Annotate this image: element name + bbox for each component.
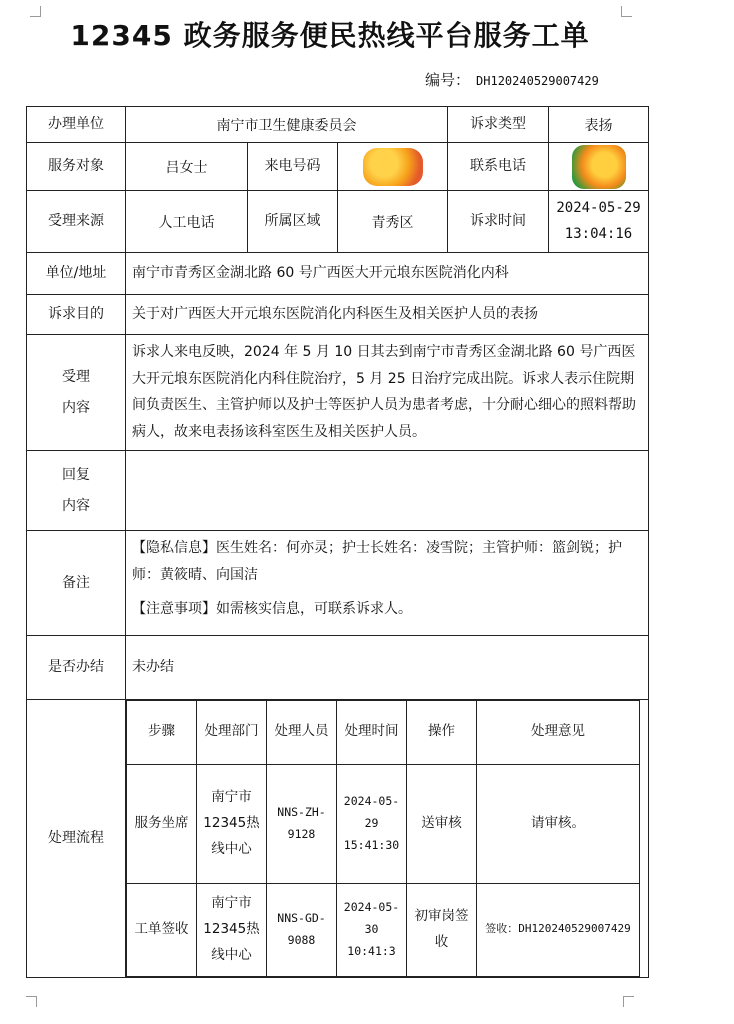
work-order-table	[26, 106, 649, 978]
reply-value	[126, 451, 649, 531]
time-clock: 13:04:16	[564, 225, 633, 242]
flow-person: NNS-ZH-9128	[267, 764, 337, 883]
redaction-sticker-icon	[572, 145, 626, 189]
flow-person: NNS-GD-9088	[267, 884, 337, 977]
document-title: 12345 政务服务便民热线平台服务工单	[70, 19, 590, 52]
flow-time: 2024-05-30 10:41:3	[337, 884, 407, 977]
contact-label: 联系电话	[448, 143, 549, 191]
flow-action: 送审核	[407, 764, 477, 883]
flow-header-action: 操作	[407, 700, 477, 764]
unit-value: 南宁市卫生健康委员会	[126, 107, 448, 143]
crop-mark	[623, 996, 634, 1007]
reply-label-line-2: 内容	[62, 497, 90, 514]
flow-dept: 南宁市12345热线中心	[197, 884, 267, 977]
content-label-line-1: 受理	[62, 369, 90, 386]
area-value: 青秀区	[338, 191, 448, 253]
flow-dept: 南宁市12345热线中心	[197, 764, 267, 883]
target-label: 服务对象	[27, 143, 126, 191]
time-value	[549, 191, 649, 253]
time-label: 诉求时间	[448, 191, 549, 253]
source-value: 人工电话	[126, 191, 248, 253]
type-value: 表扬	[549, 107, 649, 143]
contact-value-redacted	[549, 143, 649, 191]
flow-label: 处理流程	[27, 699, 126, 977]
flow-time: 2024-05-29 15:41:30	[337, 764, 407, 883]
address-value: 南宁市青秀区金湖北路 60 号广西医大开元埌东医院消化内科	[126, 253, 649, 295]
flow-step: 服务坐席	[127, 764, 197, 883]
flow-header-person: 处理人员	[267, 700, 337, 764]
caller-value-redacted	[338, 143, 448, 191]
address-label: 单位/地址	[27, 253, 126, 295]
flow-opinion: 签收：DH120240529007429	[477, 884, 640, 977]
table-row	[127, 764, 640, 883]
serial-number	[425, 69, 599, 90]
content-label	[27, 335, 126, 451]
flow-step: 工单签收	[127, 884, 197, 977]
note-label: 备注	[27, 531, 126, 636]
serial-label: 编号：	[425, 71, 471, 89]
unit-label: 办理单位	[27, 107, 126, 143]
flow-header-time: 处理时间	[337, 700, 407, 764]
area-label: 所属区域	[248, 191, 338, 253]
redaction-sticker-icon	[363, 148, 423, 186]
note-privacy: 【隐私信息】医生姓名：何亦灵；护士长姓名：凌雪院；主管护师：篮剑锐；护师：黄筱晴、向国洁	[132, 540, 622, 583]
flow-header-step: 步骤	[127, 700, 197, 764]
status-value: 未办结	[126, 635, 649, 699]
reply-label-line-1: 回复	[62, 467, 90, 484]
type-label: 诉求类型	[448, 107, 549, 143]
flow-header-dept: 处理部门	[197, 700, 267, 764]
time-date: 2024-05-29	[556, 200, 641, 217]
table-row	[127, 884, 640, 977]
content-value: 诉求人来电反映，2024 年 5 月 10 日其去到南宁市青秀区金湖北路 60 号广西医大开元埌东医院消化内科住院治疗，5 月 25 日治疗完成出院。诉求人表示住院期间负责医生、主管护师以及护士等医护人员为患者考虑，十分耐心细心的照料帮助病人，故来电表扬该科室医生及相关医护人员。	[126, 335, 649, 451]
purpose-label: 诉求目的	[27, 295, 126, 335]
target-value: 吕女士	[126, 143, 248, 191]
status-label: 是否办结	[27, 635, 126, 699]
content-label-line-2: 内容	[62, 399, 90, 416]
flow-action: 初审岗签收	[407, 884, 477, 977]
flow-cell	[126, 699, 649, 977]
note-caution: 【注意事项】如需核实信息，可联系诉求人。	[132, 601, 412, 618]
serial-value: DH120240529007429	[476, 74, 599, 88]
flow-opinion: 请审核。	[477, 764, 640, 883]
purpose-value: 关于对广西医大开元埌东医院消化内科医生及相关医护人员的表扬	[126, 295, 649, 335]
flow-header-opinion: 处理意见	[477, 700, 640, 764]
crop-mark	[26, 996, 37, 1007]
source-label: 受理来源	[27, 191, 126, 253]
flow-table	[126, 700, 640, 977]
reply-label	[27, 451, 126, 531]
caller-label: 来电号码	[248, 143, 338, 191]
note-value	[126, 531, 649, 636]
